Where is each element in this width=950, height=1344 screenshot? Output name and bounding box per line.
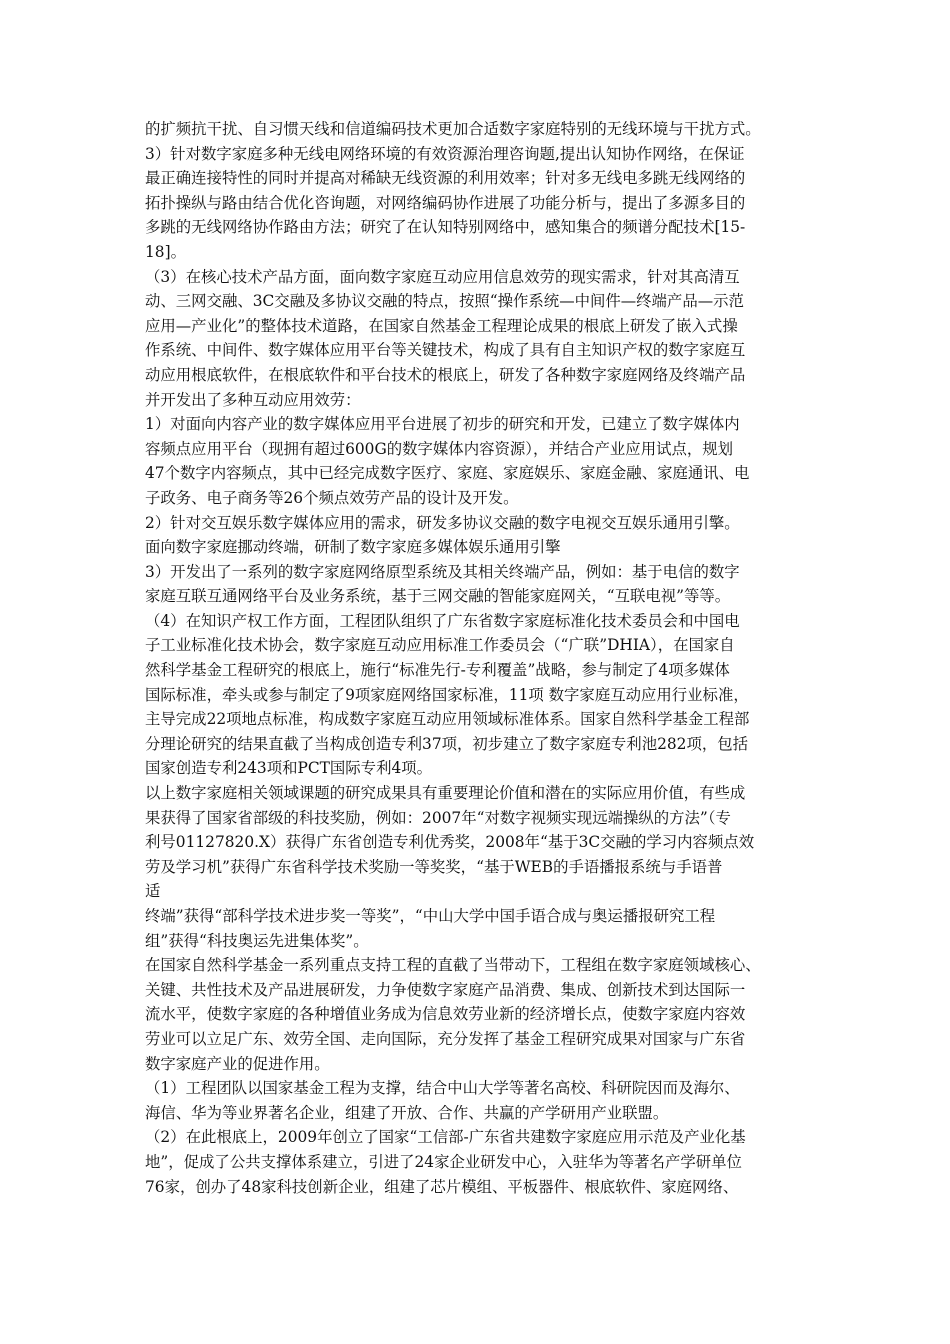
- text-line: 利号01127820.X）获得广东省创造专利优秀奖，2008年“基于3C交融的学习内容频点效: [145, 833, 755, 852]
- text-line: （1）工程团队以国家基金工程为支撑，结合中山大学等著名高校、科研院因而及海尔、: [145, 1079, 740, 1098]
- text-line: 动、三网交融、3C交融及多协议交融的特点，按照“操作系统—中间件—终端产品—示范: [145, 292, 744, 311]
- text-line: 的扩频抗干扰、自习惯天线和信道编码技术更加合适数字家庭特别的无线环境与干扰方式。: [145, 120, 761, 138]
- text-line: 果获得了国家省部级的科技奖励，例如：2007年“对数字视频实现远端操纵的方法”（专: [145, 808, 731, 827]
- text-line: 地”，促成了公共支撑体系建立，引进了24家企业研发中心，入驻华为等著名产学研单位: [145, 1152, 742, 1171]
- text-line: 最正确连接特性的同时并提高对稀缺无线资源的利用效率；针对多无线电多跳无线网络的: [145, 169, 746, 188]
- text-line: 子工业标准化技术协会，数字家庭互动应用标准工作委员会（“广联”DHIA），在国家自: [145, 636, 735, 655]
- text-line: （4）在知识产权工作方面，工程团队组织了广东省数字家庭标准化技术委员会和中国电: [145, 611, 740, 630]
- text-line: 容频点应用平台（现拥有超过600G的数字媒体内容资源），并结合产业应用试点，规划: [145, 439, 734, 458]
- text-line: 组”获得“科技奥运先进集体奖”。: [145, 931, 369, 950]
- text-line: 适: [145, 882, 161, 901]
- text-line: 47个数字内容频点，其中已经完成数字医疗、家庭、家庭娱乐、家庭金融、家庭通讯、电: [145, 464, 750, 483]
- text-line: 劳及学习机”获得广东省科学技术奖励一等奖奖，“基于WEB的手语播报系统与手语普: [145, 857, 723, 876]
- text-line: 多跳的无线网络协作路由方法；研究了在认知特别网络中，感知集合的频谱分配技术[15-: [145, 218, 746, 237]
- document-page: [145, 117, 815, 1199]
- text-line: （3）在核心技术产品方面，面向数字家庭互动应用信息效劳的现实需求，针对其高清互: [145, 267, 740, 286]
- text-line: 主导完成22项地点标准，构成数字家庭互动应用领域标准体系。国家自然科学基金工程部: [145, 710, 750, 729]
- text-line: 3）开发出了一系列的数字家庭网络原型系统及其相关终端产品，例如：基于电信的数字: [145, 562, 740, 581]
- text-line: 并开发出了多种互动应用效劳：: [145, 390, 361, 409]
- text-line: 分理论研究的结果直截了当构成创造专利37项，初步建立了数字家庭专利池282项，包括: [145, 734, 749, 753]
- text-line: 动应用根底软件，在根底软件和平台技术的根底上，研发了各种数字家庭网络及终端产品: [145, 365, 746, 384]
- text-line: 劳业可以立足广东、效劳全国、走向国际，充分发挥了基金工程研究成果对国家与广东省: [145, 1029, 746, 1048]
- text-line: 子政务、电子商务等26个频点效劳产品的设计及开发。: [145, 488, 519, 507]
- text-line: 1）对面向内容产业的数字媒体应用平台进展了初步的研究和开发，已建立了数字媒体内: [145, 415, 740, 434]
- text-line: 然科学基金工程研究的根底上，施行“标准先行-专利覆盖”战略，参与制定了4项多媒体: [145, 661, 730, 680]
- text-line: 以上数字家庭相关领域课题的研究成果具有重要理论价值和潜在的实际应用价值，有些成: [145, 784, 746, 803]
- text-line: 拓扑操纵与路由结合优化咨询题，对网络编码协作进展了功能分析与，提出了多源多目的: [145, 193, 746, 212]
- text-line: 关键、共性技术及产品进展研发，力争使数字家庭产品消费、集成、创新技术到达国际一: [145, 980, 746, 999]
- text-line: 终端”获得“部科学技术进步奖一等奖”，“中山大学中国手语合成与奥运播报研究工程: [145, 907, 716, 925]
- text-line: 2）针对交互娱乐数字媒体应用的需求，研发多协议交融的数字电视交互娱乐通用引擎。: [145, 513, 740, 532]
- text-line: 数字家庭产业的促进作用。: [145, 1054, 330, 1073]
- text-line: 国际标准，牵头或参与制定了9项家庭网络国家标准，11项 数字家庭互动应用行业标准，: [145, 685, 749, 704]
- text-line: 流水平，使数字家庭的各种增值业务成为信息效劳业新的经济增长点，使数字家庭内容效: [145, 1005, 746, 1024]
- text-line: 76家，创办了48家科技创新企业，组建了芯片模组、平板器件、根底软件、家庭网络、: [145, 1177, 739, 1196]
- text-line: 3）针对数字家庭多种无线电网络环境的有效资源治理咨询题,提出认知协作网络，在保证: [145, 144, 745, 163]
- text-line: 面向数字家庭挪动终端，研制了数字家庭多媒体娱乐通用引擎: [145, 538, 561, 557]
- text-line: 海信、华为等业界著名企业，组建了开放、合作、共赢的产学研用产业联盟。: [145, 1103, 669, 1122]
- text-line: 国家创造专利243项和PCT国际专利4项。: [145, 759, 433, 778]
- text-line: 应用—产业化”的整体技术道路，在国家自然基金工程理论成果的根底上研发了嵌入式操: [145, 316, 738, 335]
- text-line: 家庭互联互通网络平台及业务系统，基于三网交融的智能家庭网关，“互联电视”等等。: [145, 587, 731, 606]
- text-line: 18]。: [145, 242, 186, 261]
- text-line: 作系统、中间件、数字媒体应用平台等关键技术，构成了具有自主知识产权的数字家庭互: [145, 341, 746, 360]
- text-line: （2）在此根底上，2009年创立了国家“工信部-广东省共建数字家庭应用示范及产业化基: [145, 1128, 746, 1147]
- text-line: 在国家自然科学基金一系列重点支持工程的直截了当带动下，工程组在数字家庭领域核心、: [145, 956, 761, 975]
